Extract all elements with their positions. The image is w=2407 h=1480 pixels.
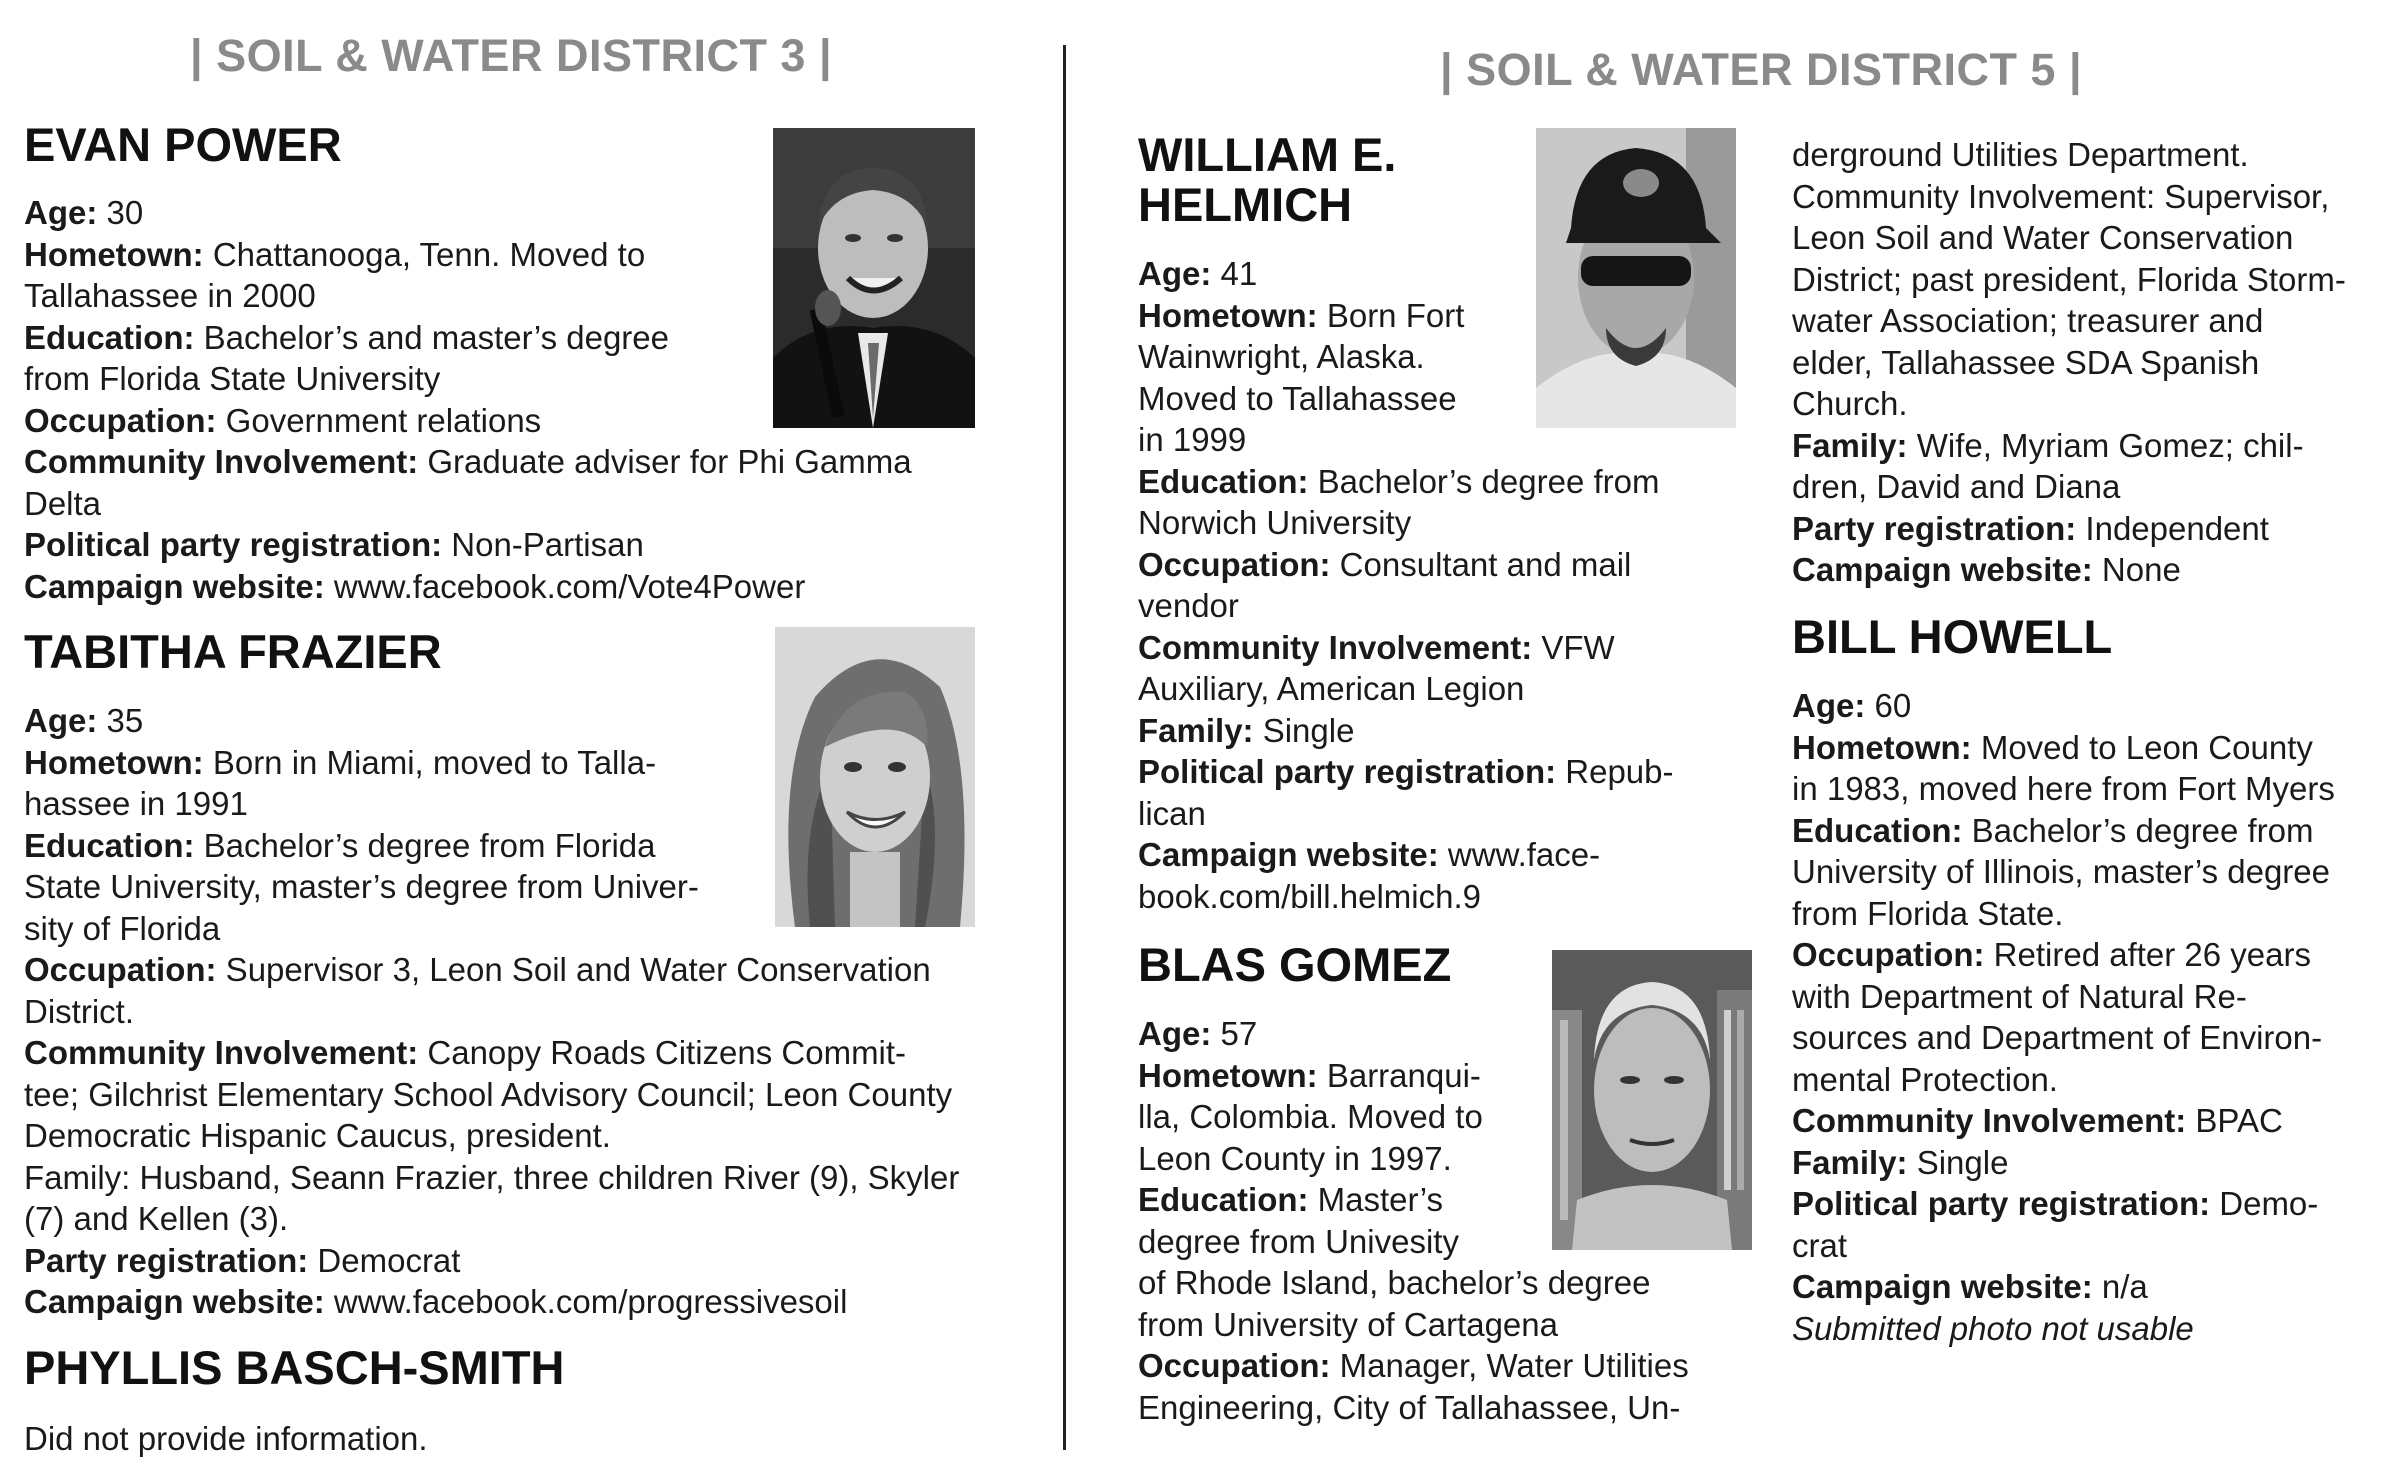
detail-line: water Association; treasurer and — [1792, 302, 2264, 339]
detail-line: Campaign website: www.facebook.com/progressivesoil — [24, 1283, 848, 1320]
detail-line: District; past president, Florida Storm- — [1792, 260, 2346, 298]
detail-line: in 1983, moved here from Fort Myers — [1792, 770, 2335, 807]
candidate-name-evan-power: EVAN POWER — [24, 118, 342, 171]
detail-line: Family: Wife, Myriam Gomez; chil- — [1792, 426, 2304, 464]
detail-line: Community Involvement: Canopy Roads Citizens Commit- — [24, 1034, 907, 1071]
detail-line: sity of Florida — [24, 909, 221, 947]
detail-line: Education: Bachelor’s degree from — [1138, 462, 1660, 500]
detail-line: Hometown: Born in Miami, moved to Talla- — [24, 743, 657, 781]
candidate-details-blas-gomez — [1138, 1013, 1689, 1428]
detail-line: Occupation: Supervisor 3, Leon Soil and Water Conservation — [24, 951, 931, 988]
detail-line: Occupation: Government relations — [24, 401, 542, 439]
detail-line: Party registration: Independent — [1792, 509, 2269, 547]
detail-line: Family: Single — [1792, 1143, 2009, 1181]
detail-line: Education: Bachelor’s and master’s degree — [24, 318, 670, 356]
detail-line: mental Protection. — [1792, 1060, 2058, 1098]
detail-line: Age: 41 — [1138, 255, 1258, 292]
detail-line: Political party registration: Non-Partisan — [24, 526, 644, 563]
detail-line: derground Utilities Department. — [1792, 136, 2249, 173]
detail-line: Education: Master’s — [1138, 1181, 1443, 1218]
candidate-details-phyllis-basch-smith — [24, 1418, 428, 1460]
detail-line: Occupation: Retired after 26 years — [1792, 936, 2312, 973]
detail-line: from Florida State. — [1792, 894, 2064, 932]
name-line: HELMICH — [1138, 178, 1353, 231]
detail-line: tee; Gilchrist Elementary School Advisory Council; Leon County — [24, 1075, 953, 1113]
detail-line: of Rhode Island, bachelor’s degree — [1138, 1264, 1651, 1301]
detail-line: Leon Soil and Water Conservation — [1792, 219, 2294, 256]
detail-line: Hometown: Born Fort — [1138, 296, 1465, 334]
candidate-name-tabitha-frazier: TABITHA FRAZIER — [24, 625, 442, 678]
detail-line: Age: 30 — [24, 194, 144, 231]
detail-line: Family: Husband, Seann Frazier, three children River (9), Skyler — [24, 1158, 960, 1196]
detail-line: Engineering, City of Tallahassee, Un- — [1138, 1388, 1681, 1426]
detail-line: District. — [24, 992, 134, 1030]
candidate-details-blas-gomez-continued — [1792, 134, 2346, 591]
detail-line: crat — [1792, 1226, 1848, 1264]
detail-line: Leon County in 1997. — [1138, 1139, 1452, 1177]
detail-line: Political party registration: Demo- — [1792, 1185, 2319, 1222]
detail-line: Norwich University — [1138, 504, 1412, 541]
detail-line: from University of Cartagena — [1138, 1305, 1558, 1343]
detail-line: Campaign website: www.face- — [1138, 836, 1601, 873]
detail-line: Political party registration: Repub- — [1138, 753, 1674, 790]
detail-line: vendor — [1138, 587, 1239, 624]
detail-line: Campaign website: n/a — [1792, 1268, 2148, 1305]
detail-line: Occupation: Consultant and mail — [1138, 545, 1632, 583]
detail-line: (7) and Kellen (3). — [24, 1200, 289, 1237]
detail-line: Community Involvement: BPAC — [1792, 1102, 2283, 1139]
photo-note: Submitted photo not usable — [1792, 1309, 2194, 1347]
detail-line: with Department of Natural Re- — [1792, 977, 2247, 1015]
detail-line: Community Involvement: Graduate adviser for Phi Gamma — [24, 443, 912, 480]
detail-line: Age: 60 — [1792, 687, 1912, 724]
detail-line: Campaign website: None — [1792, 551, 2181, 588]
detail-line: Party registration: Democrat — [24, 1241, 461, 1279]
detail-line: Occupation: Manager, Water Utilities — [1138, 1347, 1689, 1384]
candidate-name-william-helmich — [1138, 130, 1396, 230]
detail-line: dren, David and Diana — [1792, 468, 2121, 505]
detail-line: Wainwright, Alaska. — [1138, 338, 1425, 375]
detail-line: Hometown: Chattanooga, Tenn. Moved to — [24, 235, 646, 273]
detail-line: Auxiliary, American Legion — [1138, 670, 1525, 707]
detail-line: Moved to Tallahassee — [1138, 379, 1457, 417]
detail-line: lican — [1138, 794, 1206, 832]
column-divider — [1063, 45, 1066, 1450]
detail-line: Community Involvement: VFW — [1138, 628, 1615, 666]
detail-line: in 1999 — [1138, 421, 1247, 458]
detail-line: elder, Tallahassee SDA Spanish — [1792, 343, 2260, 381]
detail-line: Delta — [24, 484, 102, 522]
detail-line: Education: Bachelor’s degree from — [1792, 811, 2314, 849]
detail-line: Church. — [1792, 385, 1908, 422]
detail-line: from Florida State University — [24, 360, 441, 397]
detail-line: Age: 57 — [1138, 1015, 1258, 1052]
detail-line: Education: Bachelor’s degree from Florida — [24, 826, 656, 864]
candidate-details-william-helmich — [1138, 253, 1674, 917]
detail-line: Family: Single — [1138, 711, 1355, 749]
detail-line: Campaign website: www.facebook.com/Vote4Power — [24, 567, 806, 605]
detail-line: lla, Colombia. Moved to — [1138, 1098, 1483, 1135]
detail-line: hassee in 1991 — [24, 785, 248, 822]
candidate-name-phyllis-basch-smith: PHYLLIS BASCH-SMITH — [24, 1341, 565, 1394]
detail-line: Democratic Hispanic Caucus, president. — [24, 1117, 611, 1154]
detail-line: Hometown: Moved to Leon County — [1792, 728, 2313, 766]
detail-line: State University, master’s degree from Univer- — [24, 868, 699, 905]
name-line: WILLIAM E. — [1138, 128, 1397, 181]
district-5-heading: | SOIL & WATER DISTRICT 5 | — [1440, 44, 2083, 95]
detail-line: University of Illinois, master’s degree — [1792, 853, 2330, 890]
candidate-details-tabitha-frazier — [24, 700, 959, 1323]
detail-line: Community Involvement: Supervisor, — [1792, 177, 2330, 215]
detail-line: Tallahassee in 2000 — [24, 277, 316, 314]
detail-line: sources and Department of Environ- — [1792, 1019, 2323, 1056]
detail-line: degree from Univesity — [1138, 1222, 1459, 1260]
detail-line: Did not provide information. — [24, 1420, 428, 1457]
candidate-name-blas-gomez: BLAS GOMEZ — [1138, 938, 1452, 991]
detail-line: book.com/bill.helmich.9 — [1138, 877, 1481, 915]
detail-line: Hometown: Barranqui- — [1138, 1056, 1481, 1094]
district-3-heading: | SOIL & WATER DISTRICT 3 | — [190, 30, 833, 81]
detail-line: Age: 35 — [24, 702, 144, 739]
candidate-details-bill-howell — [1792, 685, 2335, 1349]
candidate-name-bill-howell: BILL HOWELL — [1792, 610, 2113, 663]
candidate-details-evan-power — [24, 192, 912, 607]
